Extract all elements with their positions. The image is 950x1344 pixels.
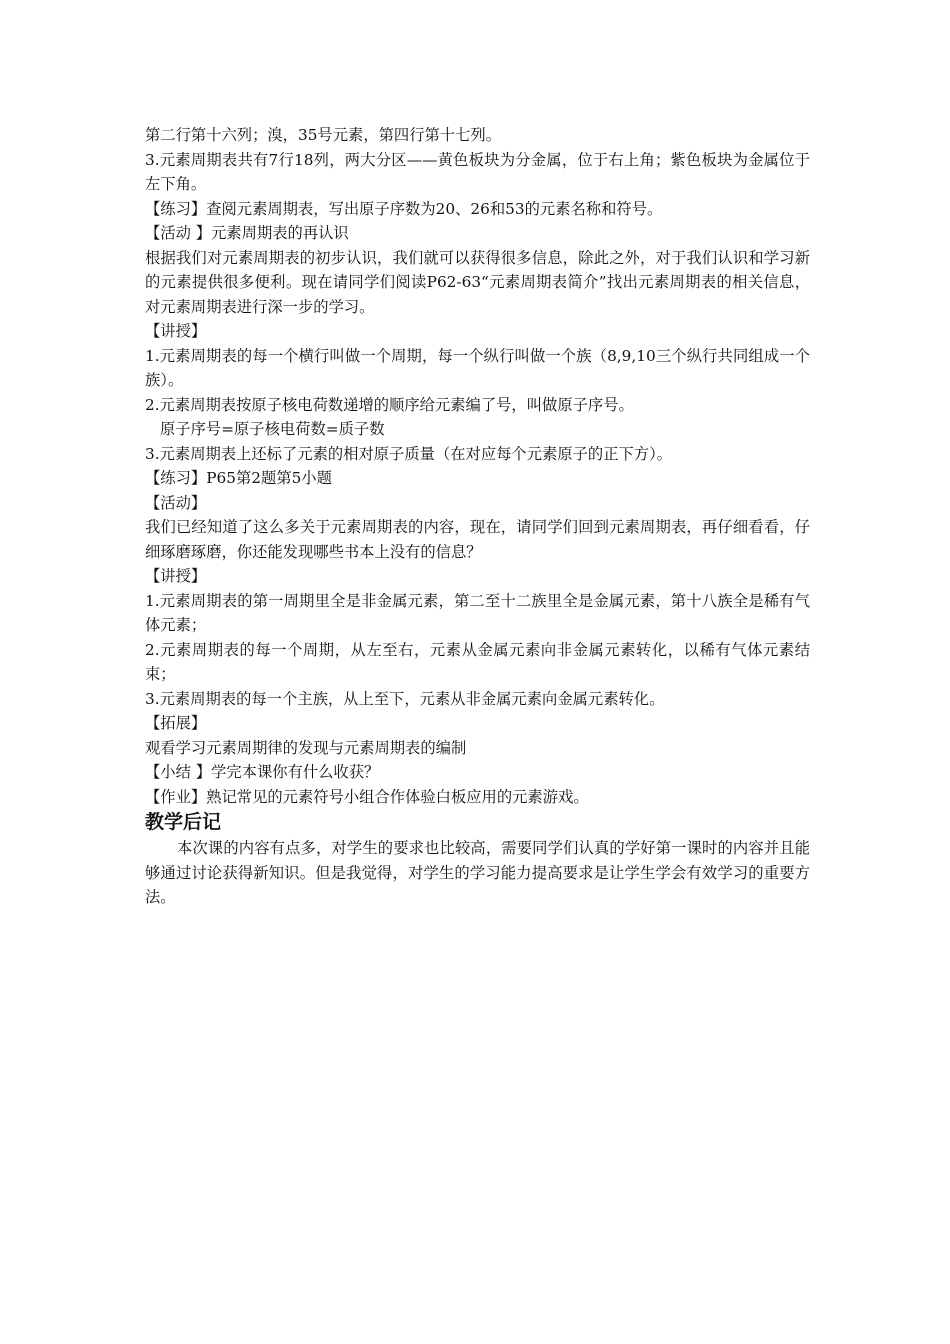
activity-heading: 【活动 】元素周期表的再认识 xyxy=(145,224,349,242)
text-line: 3.元素周期表上还标了元素的相对原子质量（在对应每个元素原子的正下方）。 xyxy=(145,444,673,463)
lesson-content xyxy=(145,123,810,910)
text-paragraph: 1.元素周期表的每一个横行叫做一个周期，每一个纵行叫做一个族（8,9,10三个纵行共同组成一个族）。 xyxy=(145,346,810,389)
text-line: 观看学习元素周期律的发现与元素周期表的编制 xyxy=(145,738,467,757)
exercise-line: 【练习】查阅元素周期表，写出原子序数为20、26和53的元素名称和符号。 xyxy=(145,199,663,218)
text-line: 3.元素周期表的每一个主族，从上至下，元素从非金属元素向金属元素转化。 xyxy=(145,689,665,708)
homework-line: 【作业】熟记常见的元素符号小组合作体验白板应用的元素游戏。 xyxy=(145,787,589,806)
text-paragraph: 我们已经知道了这么多关于元素周期表的内容，现在，请同学们回到元素周期表，再仔细看看，仔细琢磨琢磨，你还能发现哪些书本上没有的信息？ xyxy=(145,518,810,561)
afterword-body: 本次课的内容有点多，对学生的要求也比较高，需要同学们认真的学好第一课时的内容并且能够通过讨论获得新知识。但是我觉得，对学生的学习能力提高要求是让学生学会有效学习的重要方法。 xyxy=(145,839,810,906)
text-line: 第二行第十六列；溴，35号元素，第四行第十七列。 xyxy=(145,126,501,144)
extension-heading: 【拓展】 xyxy=(145,714,207,732)
text-line: 2.元素周期表按原子核电荷数递增的顺序给元素编了号，叫做原子序号。 xyxy=(145,395,634,414)
afterword-heading: 教学后记 xyxy=(145,811,222,833)
text-paragraph: 根据我们对元素周期表的初步认识，我们就可以获得很多信息，除此之外，对于我们认识和学习新的元素提供很多便利。现在请同学们阅读P62-63“元素周期表简介”找出元素周期表的相关信息，对元素周期表进行深一步的学习。 xyxy=(145,248,810,316)
lecture-heading: 【讲授】 xyxy=(145,567,207,585)
text-paragraph: 1.元素周期表的第一周期里全是非金属元素，第二至十二族里全是金属元素，第十八族全是稀有气体元素； xyxy=(145,591,810,634)
formula-line: 原子序号=原子核电荷数=质子数 xyxy=(160,420,385,438)
exercise-line: 【练习】P65第2题第5小题 xyxy=(145,469,332,487)
text-paragraph: 2.元素周期表的每一个周期，从左至右，元素从金属元素向非金属元素转化，以稀有气体元素结束； xyxy=(145,640,810,683)
summary-line: 【小结 】学完本课你有什么收获？ xyxy=(145,763,380,781)
text-paragraph: 3.元素周期表共有7行18列，两大分区——黄色板块为分金属，位于右上角；紫色板块为金属位于左下角。 xyxy=(145,150,810,193)
activity-heading: 【活动】 xyxy=(145,493,207,512)
lecture-heading: 【讲授】 xyxy=(145,322,207,340)
